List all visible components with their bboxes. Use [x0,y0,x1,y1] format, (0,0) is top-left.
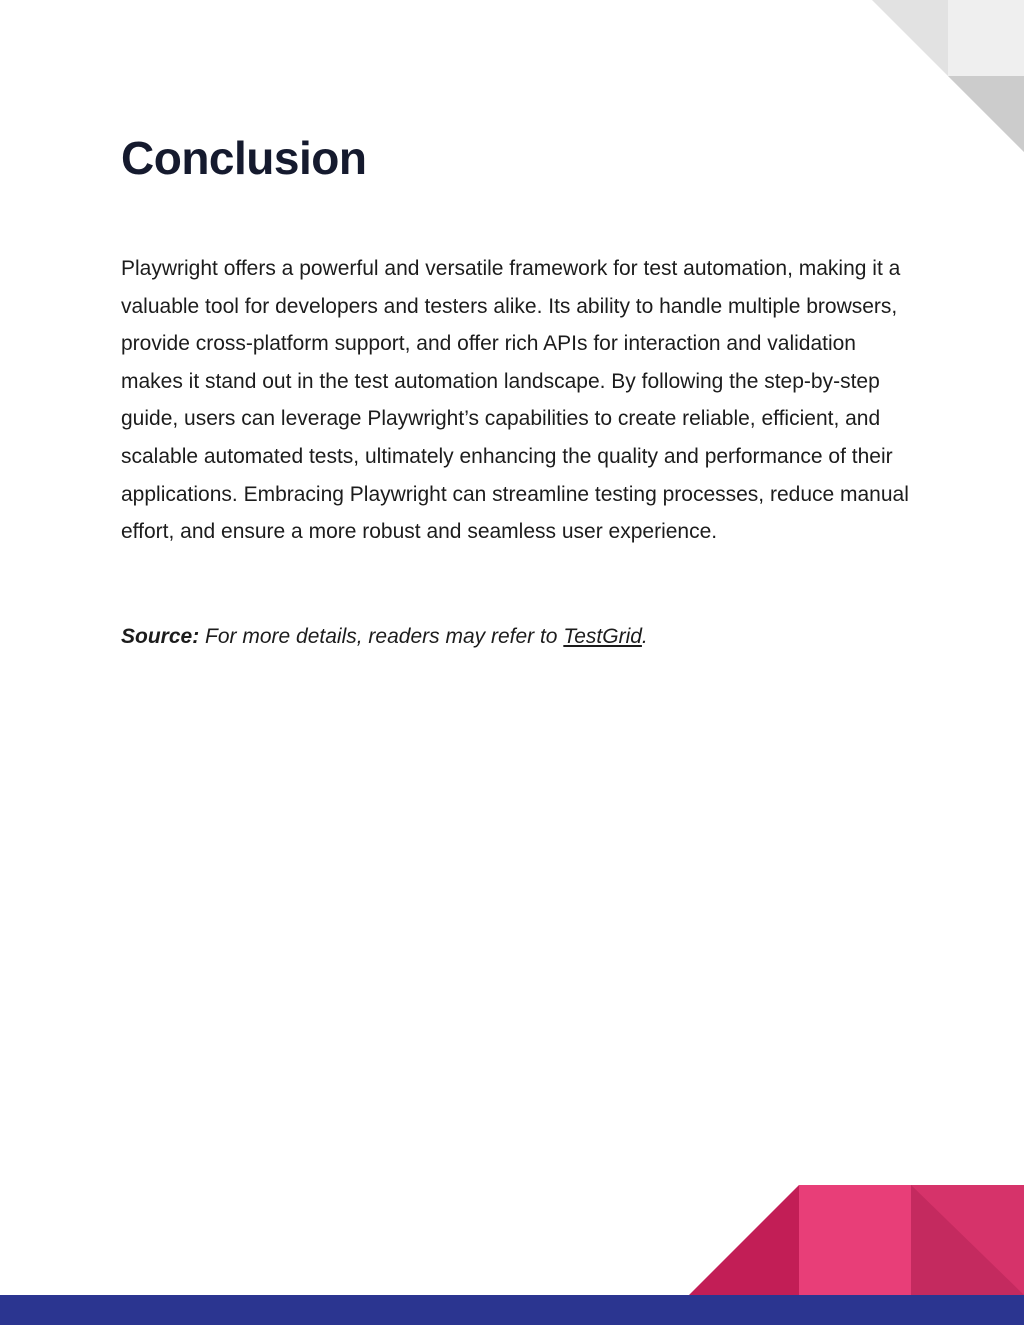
source-text: For more details, readers may refer to [199,625,564,648]
source-line [121,620,911,654]
source-label: Source: [121,625,200,648]
bottom-corner-decoration [689,1185,1024,1295]
source-suffix: . [641,625,648,648]
testgrid-link[interactable]: TestGrid [563,625,642,648]
top-corner-decoration [872,0,1024,152]
footer-bar [0,1295,1024,1325]
body-paragraph: Playwright offers a powerful and versatile framework for test automation, making it a valuable tool for developers and testers alike. Its ability to handle multiple browsers, provide cross-platform support, and offer rich APIs for interaction and validation makes it stand out in the test automation landscape. By following the step-by-step guide, users can leverage Playwright’s capabilities to create reliable, efficient, and scalable automated tests, ultimately enhancing the quality and performance of their applications. Embracing Playwright can streamline testing processes, reduce manual effort, and ensure a more robust and seamless user experience. [121,257,909,544]
page-title: Conclusion [121,132,367,184]
